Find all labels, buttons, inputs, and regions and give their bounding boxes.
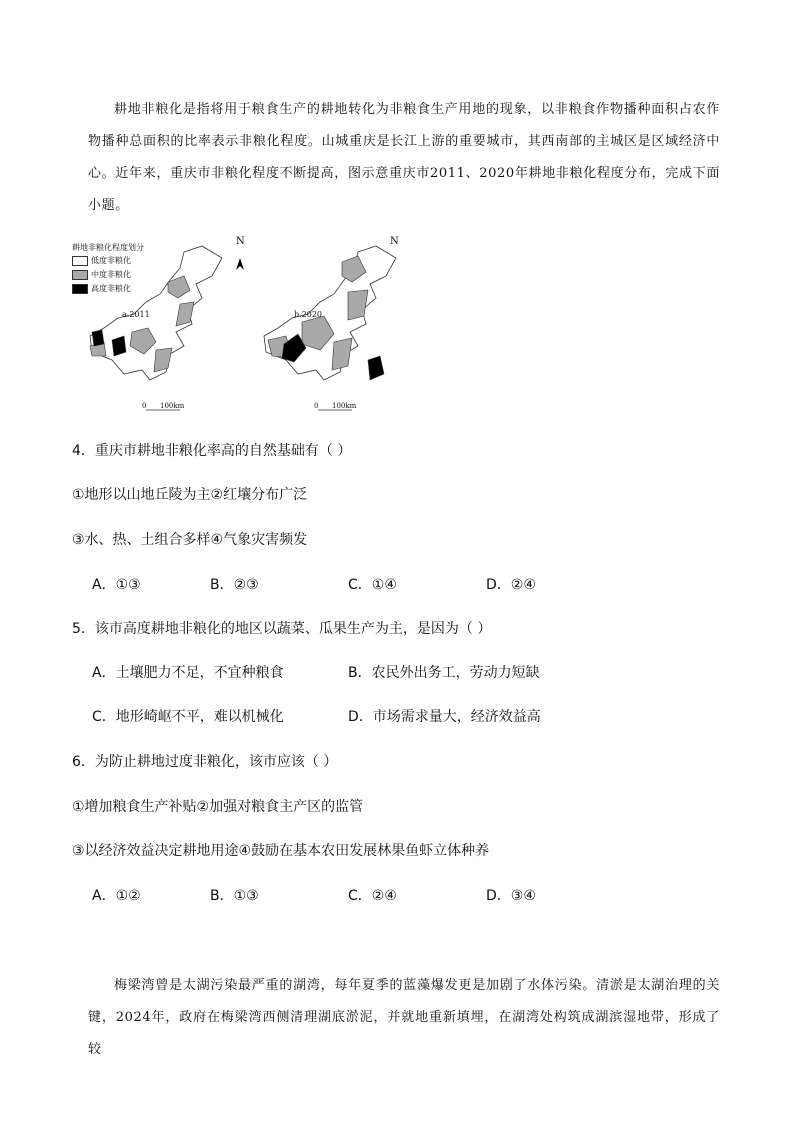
scale-text-a: 100km bbox=[160, 402, 185, 410]
map-2011-region bbox=[154, 348, 172, 372]
north-label-b: N bbox=[390, 236, 399, 247]
scale-zero-a: 0 bbox=[142, 402, 147, 410]
legend-title: 耕地非粮化程度划分 bbox=[72, 243, 144, 252]
q6-option-a: A．①② bbox=[92, 888, 141, 904]
q6-option-c: C．②④ bbox=[348, 888, 397, 904]
map-2020-high-region bbox=[368, 356, 384, 380]
q4-option-c: C．①④ bbox=[348, 577, 397, 593]
intro-paragraph-1: 耕地非粮化是指将用于粮食生产的耕地转化为非粮食生产用地的现象，以非粮食作物播种面积占农作物播种总面积的比率表示非粮化程度。山城重庆是长江上游的重要城市，其西南部的主城区是区域经济中心。近年来，重庆市非粮化程度不断提高，图示意重庆市2011、2020年耕地非粮化程度分布，完成下面小题。 bbox=[88, 102, 720, 213]
north-label-a: N bbox=[236, 236, 245, 247]
intro-paragraph-2: 梅梁湾曾是太湖污染最严重的湖湾，每年夏季的蓝藻爆发更是加剧了水体污染。清淤是太湖治理的关键，2024年，政府在梅梁湾西侧清理湖底淤泥，并就地重新填埋，在湖湾处构筑成湖滨湿地带，形成了较 bbox=[88, 978, 720, 1057]
q6-stem: 6．为防止耕地过度非粮化，该市应该（ ） bbox=[72, 754, 338, 770]
q4-option-a: A．①③ bbox=[92, 577, 141, 593]
q5-option-a: A．土壤肥力不足，不宜种粮食 bbox=[92, 665, 284, 681]
map-2011 bbox=[90, 246, 244, 410]
q6-option-b: B．①③ bbox=[210, 888, 259, 904]
q5-stem: 5．该市高度耕地非粮化的地区以蔬菜、瓜果生产为主，是因为（ ） bbox=[72, 621, 492, 637]
map-b-label: b.2020 bbox=[294, 310, 323, 319]
scale-zero-b: 0 bbox=[314, 402, 319, 410]
scale-text-b: 100km bbox=[332, 402, 357, 410]
map-2020-region bbox=[332, 338, 352, 370]
legend-label-medium: 中度非粮化 bbox=[91, 270, 131, 279]
map-2020-region bbox=[348, 290, 368, 320]
q5-option-c: C．地形崎岖不平，难以机械化 bbox=[92, 709, 284, 725]
chongqing-maps-figure bbox=[72, 232, 402, 422]
map-2011-high-region bbox=[112, 336, 126, 356]
map-2020 bbox=[264, 246, 402, 410]
map-2011-high-region bbox=[92, 330, 104, 346]
q6-option-d: D．③④ bbox=[486, 888, 536, 904]
maps-svg bbox=[72, 232, 402, 422]
q4-option-d: D．②④ bbox=[486, 577, 536, 593]
q6-line2: ③以经济效益决定耕地用途④鼓励在基本农田发展林果鱼虾立体种养 bbox=[72, 843, 490, 859]
q4-stem: 4．重庆市耕地非粮化率高的自然基础有（ ） bbox=[72, 443, 352, 459]
q4-line1: ①地形以山地丘陵为主②红壤分布广泛 bbox=[72, 487, 308, 503]
legend-label-low: 低度非粮化 bbox=[91, 256, 131, 265]
legend-label-high: 高度非粮化 bbox=[91, 284, 131, 293]
q6-line1: ①增加粮食生产补贴②加强对粮食主产区的监管 bbox=[72, 799, 364, 815]
map-a-label: a.2011 bbox=[122, 310, 150, 319]
north-arrow-icon bbox=[236, 258, 244, 270]
q4-option-b: B．②③ bbox=[210, 577, 259, 593]
q5-option-d: D．市场需求量大，经济效益高 bbox=[348, 709, 541, 725]
q4-line2: ③水、热、土组合多样④气象灾害频发 bbox=[72, 532, 308, 548]
q5-option-b: B．农民外出务工，劳动力短缺 bbox=[348, 665, 540, 681]
